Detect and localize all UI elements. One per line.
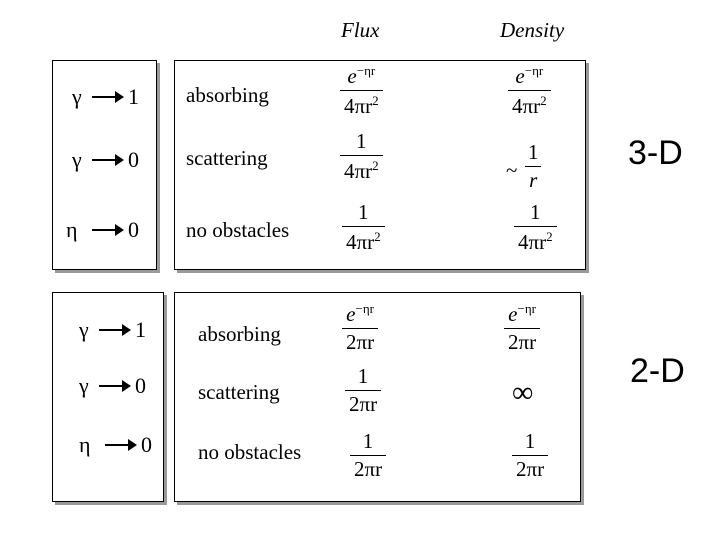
arrow-icon bbox=[92, 159, 122, 161]
limit-value: 0 bbox=[135, 373, 146, 398]
arrow-icon bbox=[99, 329, 129, 331]
arrow-icon bbox=[99, 385, 129, 387]
limit-value: 1 bbox=[128, 84, 139, 109]
flux-formula-3d-scattering: $\frac{1}{4\pi r^2}$ bbox=[340, 131, 383, 182]
eta-symbol: η bbox=[66, 217, 78, 242]
density-formula-3d-no-obstacles: $\frac{1}{4\pi r^2}$ bbox=[514, 202, 557, 253]
limit-value: 0 bbox=[141, 432, 152, 457]
label-no-obstacles-2d: no obstacles bbox=[198, 440, 302, 464]
flux-formula-3d-no-obstacles: $\frac{1}{4\pi r^2}$ bbox=[342, 202, 385, 253]
label-absorbing-2d: absorbing bbox=[198, 322, 281, 346]
density-formula-2d-absorbing: $\frac{e^{-\eta r}}{2\pi r}$ bbox=[504, 302, 540, 353]
condition-row-2d-1 bbox=[79, 315, 146, 345]
gamma-symbol: γ bbox=[72, 84, 82, 109]
dimension-label-3d: 3-D bbox=[628, 134, 683, 172]
condition-row-2d-2 bbox=[79, 371, 146, 401]
approx-tilde: ~ bbox=[506, 158, 518, 182]
density-formula-3d-scattering: $\frac{1}{r}$ bbox=[524, 142, 543, 191]
arrow-icon bbox=[92, 96, 122, 98]
density-formula-2d-no-obstacles: $\frac{1}{2\pi r}$ bbox=[512, 431, 548, 480]
eta-symbol: η bbox=[79, 432, 91, 457]
infinity-symbol: ∞ bbox=[512, 376, 534, 409]
flux-column-header: Flux bbox=[341, 18, 380, 42]
gamma-symbol: γ bbox=[72, 147, 82, 172]
limit-value: 1 bbox=[135, 317, 146, 342]
label-absorbing-3d: absorbing bbox=[186, 83, 269, 107]
arrow-icon bbox=[105, 444, 135, 446]
flux-formula-2d-no-obstacles: $\frac{1}{2\pi r}$ bbox=[350, 431, 386, 480]
condition-row-2d-3 bbox=[79, 430, 152, 460]
arrow-icon bbox=[92, 229, 122, 231]
label-scattering-2d: scattering bbox=[198, 380, 280, 404]
limit-value: 0 bbox=[128, 147, 139, 172]
flux-formula-3d-absorbing: $\frac{e^{-\eta r}}{4\pi r^2}$ bbox=[340, 64, 383, 117]
flux-formula-2d-scattering: $\frac{1}{2\pi r}$ bbox=[345, 366, 381, 415]
flux-formula-2d-absorbing: $\frac{e^{-\eta r}}{2\pi r}$ bbox=[342, 302, 378, 353]
density-formula-3d-absorbing: $\frac{e^{-\eta r}}{4\pi r^2}$ bbox=[508, 64, 551, 117]
condition-row-3d-1 bbox=[72, 82, 139, 112]
gamma-symbol: γ bbox=[79, 317, 89, 342]
label-scattering-3d: scattering bbox=[186, 146, 268, 170]
label-no-obstacles-3d: no obstacles bbox=[186, 218, 290, 242]
limit-value: 0 bbox=[128, 217, 139, 242]
condition-row-3d-2 bbox=[72, 145, 139, 175]
dimension-label-2d: 2-D bbox=[630, 352, 685, 390]
density-column-header: Density bbox=[500, 18, 565, 42]
gamma-symbol: γ bbox=[79, 373, 89, 398]
condition-row-3d-3 bbox=[66, 215, 139, 245]
